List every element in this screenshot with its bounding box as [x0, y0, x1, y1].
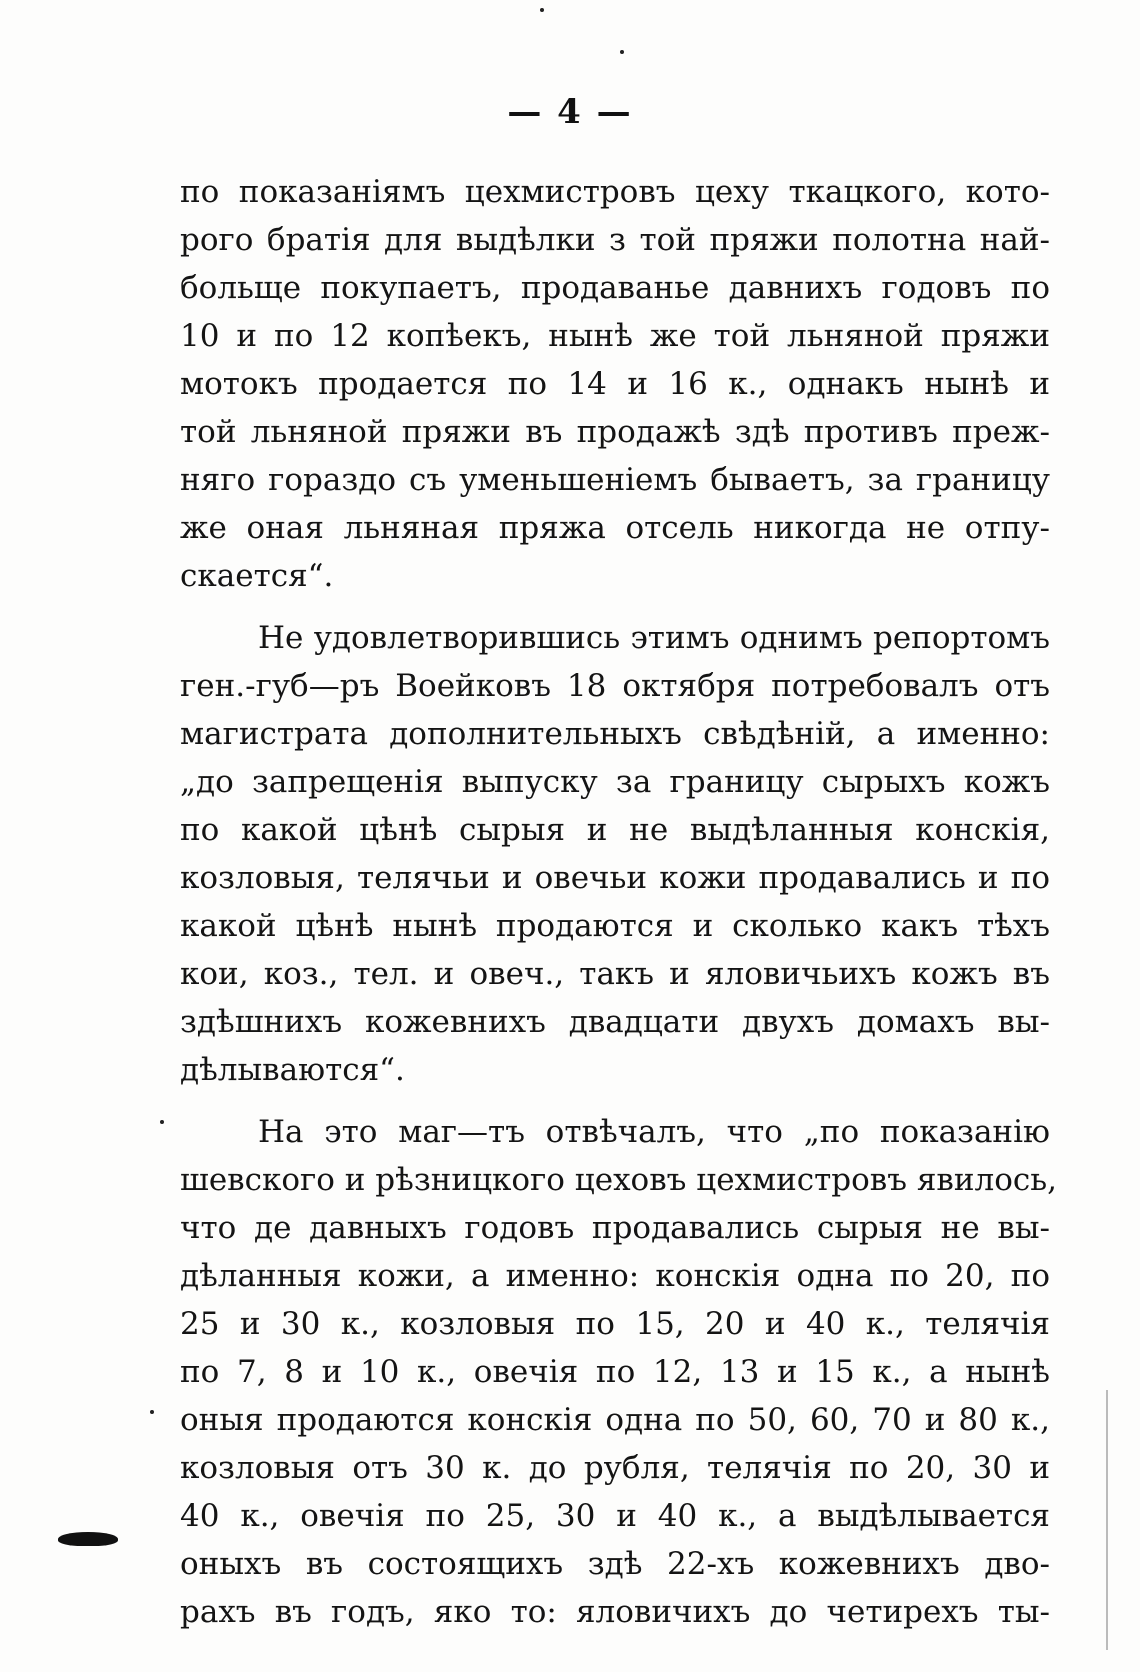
ink-blot — [58, 1532, 118, 1546]
body-text — [180, 168, 1057, 1636]
text-line: какой цѣнѣ нынѣ продаются и сколько какъ тѣхъ — [180, 908, 1050, 944]
text-line: что де давныхъ годовъ продавались сырыя не вы- — [180, 1210, 1050, 1246]
page-number: — 4 — — [507, 92, 633, 132]
text-line: козловыя отъ 30 к. до рубля, телячія по 20, 30 и — [180, 1450, 1050, 1486]
text-line: дѣланныя кожи, а именно: конскія одна по 20, по — [180, 1258, 1050, 1294]
page-edge-mark — [1106, 1390, 1108, 1650]
text-line: оныхъ въ состоящихъ здѣ 22-хъ кожевнихъ дво- — [180, 1546, 1050, 1582]
scan-speck — [540, 8, 544, 12]
text-line: мотокъ продается по 14 и 16 к., однакъ нынѣ и — [180, 366, 1050, 402]
text-line: по 7, 8 и 10 к., овечія по 12, 13 и 15 к., а нынѣ — [180, 1354, 1050, 1390]
text-line: 40 к., овечія по 25, 30 и 40 к., а выдѣлывается — [180, 1498, 1050, 1534]
text-line: няго гораздо съ уменьшеніемъ бываетъ, за границу — [180, 462, 1050, 498]
text-line: магистрата дополнительныхъ свѣдѣній, а именно: — [180, 716, 1050, 752]
paragraph-gap — [180, 1094, 1050, 1108]
text-line: же оная льняная пряжа отсель никогда не отпу- — [180, 510, 1050, 546]
text-line: оныя продаются конскія одна по 50, 60, 70 и 80 к., — [180, 1402, 1050, 1438]
scan-speck — [160, 1120, 164, 1124]
paragraph-gap — [180, 600, 1050, 614]
text-line: 25 и 30 к., козловыя по 15, 20 и 40 к., телячія — [180, 1306, 1050, 1342]
text-line: ген.-губ—ръ Воейковъ 18 октября потребовалъ отъ — [180, 668, 1050, 704]
text-line: козловыя, телячьи и овечьи кожи продавались и по — [180, 860, 1050, 896]
text-line: 10 и по 12 копѣекъ, нынѣ же той льняной пряжи — [180, 318, 1050, 354]
text-line: рахъ въ годъ, яко то: яловичихъ до четирехъ ты- — [180, 1594, 1050, 1630]
paragraph-1 — [180, 168, 1050, 600]
paragraph-3 — [180, 1108, 1057, 1636]
text-line: по показаніямъ цехмистровъ цеху ткацкого, кото- — [180, 174, 1050, 210]
text-line: дѣлываются“. — [180, 1052, 405, 1088]
text-line: кои, коз., тел. и овеч., такъ и яловичьихъ кожъ въ — [180, 956, 1050, 992]
text-line: по какой цѣнѣ сырыя и не выдѣланныя конскія, — [180, 812, 1050, 848]
text-line: той льняной пряжи въ продажѣ здѣ противъ преж- — [180, 414, 1050, 450]
text-line: „до запрещенія выпуску за границу сырыхъ кожъ — [180, 764, 1050, 800]
text-line: скается“. — [180, 558, 334, 594]
scan-speck — [150, 1410, 154, 1414]
text-line: шевского и рѣзницкого цеховъ цехмистровъ явилось, — [180, 1162, 1057, 1198]
paragraph-2 — [180, 614, 1050, 1094]
text-line: Не удовлетворившись этимъ однимъ репортомъ — [258, 620, 1050, 656]
text-line: здѣшнихъ кожевнихъ двадцати двухъ домахъ вы- — [180, 1004, 1050, 1040]
text-line: На это маг—тъ отвѣчалъ, что „по показанію — [258, 1114, 1050, 1150]
text-line: больще покупаетъ, продаванье давнихъ годовъ по — [180, 270, 1050, 306]
text-line: рого братія для выдѣлки з той пряжи полотна най- — [180, 222, 1050, 258]
scan-speck — [620, 50, 624, 54]
